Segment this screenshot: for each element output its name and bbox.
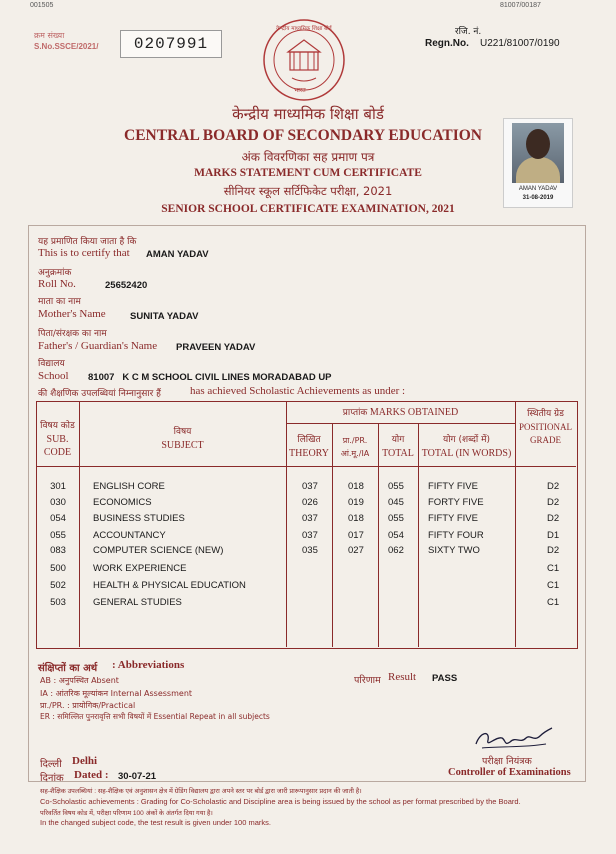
school-label-hi: विद्यालय	[38, 359, 65, 369]
cell-words: FORTY FIVE	[428, 497, 484, 508]
father-label-en: Father's / Guardian's Name	[38, 340, 158, 352]
serial-number-box	[120, 30, 222, 58]
cell-words: FIFTY FOUR	[428, 530, 484, 541]
serial-label-hi: क्रम संख्या	[34, 31, 65, 40]
regn-value: U221/81007/0190	[480, 38, 560, 49]
cell-grade: D2	[547, 497, 560, 508]
mother-name: SUNITA YADAV	[130, 311, 199, 322]
cell-prac: 018	[348, 481, 364, 492]
cell-code: 502	[50, 580, 66, 591]
abbrev-er: ER : समिल्लित पुनरावृत्ति सभी विषयों में Essential Repeat in all subjects	[40, 712, 270, 721]
result-label-en: Result	[388, 671, 417, 683]
header-practical: प्रा./PR. आं.मू./IA	[340, 436, 370, 458]
cell-words: FIFTY FIVE	[428, 481, 478, 492]
serial-label-en: S.No.SSCE/2021/	[34, 42, 99, 51]
cell-theory: 037	[302, 513, 318, 524]
cell-name: GENERAL STUDIES	[93, 597, 182, 608]
mother-label-en: Mother's Name	[38, 308, 106, 320]
cell-grade: D2	[547, 513, 560, 524]
cell-name: COMPUTER SCIENCE (NEW)	[93, 545, 224, 556]
mother-label-hi: माता का नाम	[38, 297, 81, 307]
place-en: Delhi	[72, 755, 98, 767]
cell-grade: D2	[547, 481, 560, 492]
cell-code: 030	[50, 497, 66, 508]
controller-signature-icon	[470, 722, 560, 754]
serial-number: 0207991	[133, 35, 209, 53]
cell-code: 503	[50, 597, 66, 608]
dated-label-en: Dated :	[74, 769, 109, 781]
roll-number: 25652420	[105, 280, 148, 291]
header-subject: विषय SUBJECT	[161, 427, 204, 451]
cell-code: 500	[50, 563, 66, 574]
cell-grade: D2	[547, 545, 560, 556]
cell-name: WORK EXPERIENCE	[93, 563, 187, 574]
cell-grade: D1	[547, 530, 560, 541]
header-theory: लिखित THEORY	[289, 435, 329, 459]
cell-total: 054	[388, 530, 404, 541]
cell-code: 083	[50, 545, 66, 556]
cell-prac: 019	[348, 497, 364, 508]
seal-bottom-hi: भारत	[294, 87, 306, 94]
photo-name: AMAN YADAV	[518, 186, 558, 192]
abbrev-title-hi: संक्षिप्तों का अर्थ	[38, 663, 98, 674]
footnote-1: सह-शैक्षिक उपलब्धियां : सह-शैक्षिक एवं अनुशासन क्षेत्र में ग्रेडिंग विद्यालय द्वारा अपने स्तर पर बोर्ड द्वारा जारी प्रारूपानुसार प्रदान की जाती है।	[40, 788, 362, 795]
board-name-en: CENTRAL BOARD OF SECONDARY EDUCATION	[124, 127, 482, 144]
cell-name: HEALTH & PHYSICAL EDUCATION	[93, 580, 246, 591]
achieved-hi: की शैक्षणिक उपलब्धियां निम्नानुसार हैं	[38, 389, 161, 399]
student-name: AMAN YADAV	[146, 249, 209, 260]
student-portrait	[512, 123, 564, 183]
cell-grade: C1	[547, 580, 560, 591]
cell-name: BUSINESS STUDIES	[93, 513, 185, 524]
cell-theory: 037	[302, 530, 318, 541]
cell-words: SIXTY TWO	[428, 545, 480, 556]
cell-prac: 017	[348, 530, 364, 541]
cell-total: 055	[388, 481, 404, 492]
cell-grade: C1	[547, 597, 560, 608]
school-name: 81007 K C M SCHOOL CIVIL LINES MORADABAD UP	[88, 372, 332, 383]
cell-words: FIFTY FIVE	[428, 513, 478, 524]
header-positional-grade: स्थितीय ग्रेड POSITIONAL GRADE	[519, 409, 572, 445]
header-sub-code: विषय कोड SUB. CODE	[40, 421, 75, 458]
result-label-hi: परिणाम	[354, 675, 381, 686]
abbrev-ab: AB : अनुपस्थित Absent	[40, 676, 119, 685]
footnote-3: परिवर्तित विषय कोड में, परीक्षा परिणाम 100 अंकों के अंतर्गत दिया गया है।	[40, 810, 213, 817]
cell-total: 062	[388, 545, 404, 556]
footnote-2: Co-Scholastic achievements : Grading for Co-Scholastic and Discipline area is being issued by the school as per format prescribed by the Board.	[40, 797, 521, 806]
cell-name: ENGLISH CORE	[93, 481, 165, 492]
cell-grade: C1	[547, 563, 560, 574]
student-photo	[503, 118, 573, 208]
certify-label-en: This is to certify that	[38, 247, 130, 259]
cell-code: 055	[50, 530, 66, 541]
cert-title-en: MARKS STATEMENT CUM CERTIFICATE	[194, 167, 422, 179]
cell-total: 055	[388, 513, 404, 524]
board-name-hi: केन्द्रीय माध्यमिक शिक्षा बोर्ड	[232, 105, 384, 123]
cell-code: 301	[50, 481, 66, 492]
cell-theory: 026	[302, 497, 318, 508]
cell-prac: 018	[348, 513, 364, 524]
seal-text-hi: केन्द्रीय माध्यमिक शिक्षा बोर्ड	[276, 26, 332, 32]
roll-label-hi: अनुक्रमांक	[38, 268, 72, 278]
cell-code: 054	[50, 513, 66, 524]
abbrev-pr: प्रा./PR. : प्रायोगिक/Practical	[40, 701, 136, 710]
footnote-4: In the changed subject code, the test result is given under 100 marks.	[40, 818, 271, 827]
controller-en: Controller of Examinations	[448, 767, 571, 778]
regn-label-hi: रजि. नं.	[455, 27, 482, 37]
cell-theory: 037	[302, 481, 318, 492]
achieved-en: has achieved Scholastic Achievements as under :	[190, 385, 406, 397]
cell-name: ECONOMICS	[93, 497, 152, 508]
header-total: योग TOTAL	[382, 435, 414, 459]
header-marks-obtained: प्राप्तांक MARKS OBTAINED	[342, 407, 459, 418]
abbrev-title-en: : Abbreviations	[112, 659, 185, 671]
result-value: PASS	[432, 673, 458, 684]
cell-prac: 027	[348, 545, 364, 556]
dated-value: 30-07-21	[118, 771, 157, 782]
regn-label-en: Regn.No.	[425, 38, 469, 49]
dated-label-hi: दिनांक	[40, 773, 64, 784]
school-label-en: School	[38, 370, 69, 382]
exam-title-hi: सीनियर स्कूल सर्टिफिकेट परीक्षा, 2021	[223, 184, 393, 198]
controller-hi: परीक्षा नियंत्रक	[482, 756, 532, 767]
father-name: PRAVEEN YADAV	[176, 342, 256, 353]
cell-name: ACCOUNTANCY	[93, 530, 166, 541]
top-code-left: 001505	[30, 2, 54, 9]
certify-label-hi: यह प्रमाणित किया जाता है कि	[38, 237, 137, 247]
exam-title-en: SENIOR SCHOOL CERTIFICATE EXAMINATION, 2021	[161, 203, 455, 215]
roll-label-en: Roll No.	[38, 278, 76, 290]
header-total-words: योग (शब्दों में) TOTAL (IN WORDS)	[421, 435, 512, 459]
abbrev-ia: IA : आंतरिक मूल्यांकन Internal Assessment	[40, 689, 193, 698]
top-code-right: 81007/00187	[500, 2, 541, 9]
cell-theory: 035	[302, 545, 318, 556]
place-hi: दिल्ली	[40, 759, 62, 770]
father-label-hi: पिता/संरक्षक का नाम	[38, 329, 107, 339]
photo-date: 31-08-2019	[522, 195, 554, 201]
cert-title-hi: अंक विवरणिका सह प्रमाण पत्र	[241, 150, 375, 164]
cell-total: 045	[388, 497, 404, 508]
